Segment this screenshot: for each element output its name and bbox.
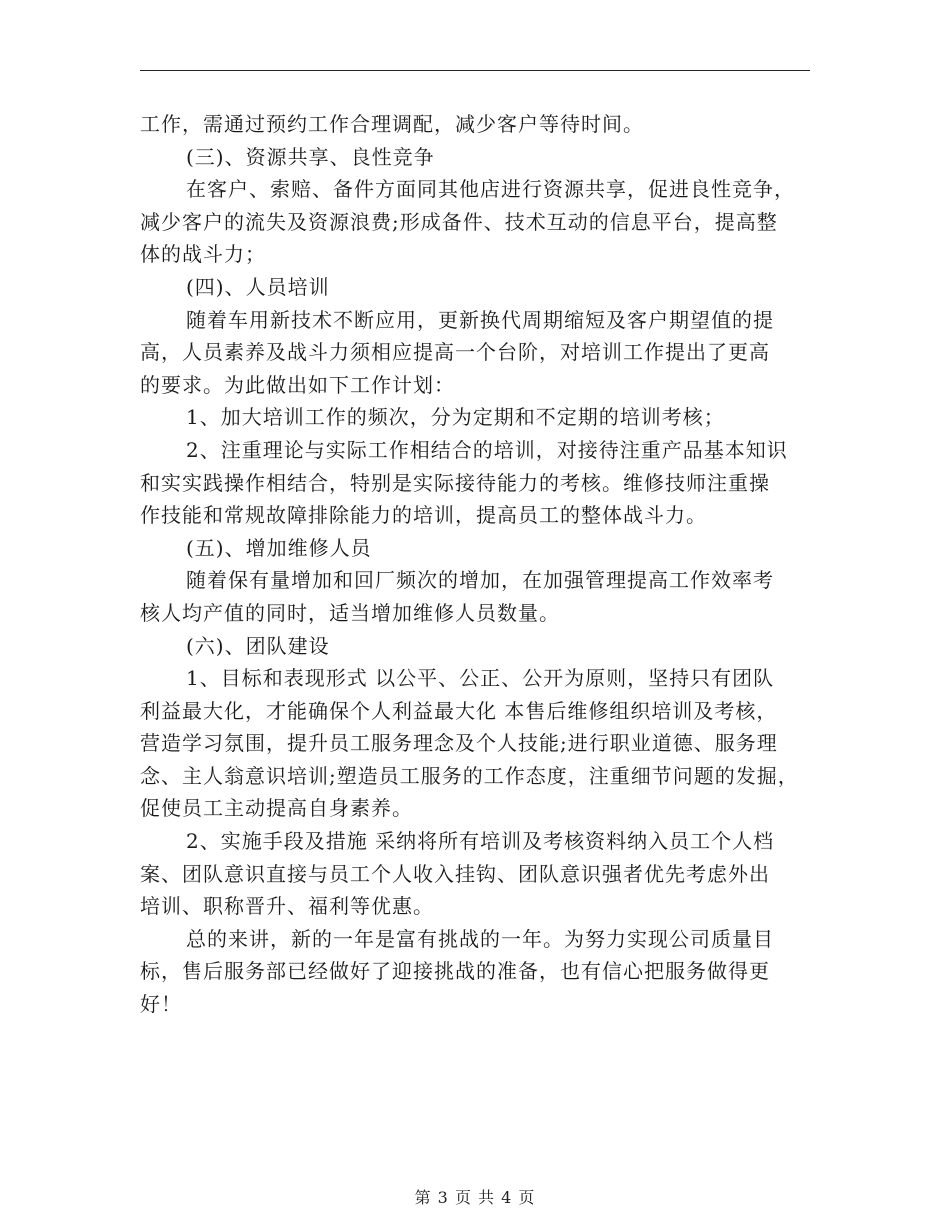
paragraph-line: 随着车用新技术不断应用，更新换代周期缩短及客户期望值的提: [186, 307, 774, 332]
paragraph-line: 的要求。为此做出如下工作计划：: [140, 372, 455, 397]
list-item: 1、加大培训工作的频次，分为定期和不定期的培训考核；: [186, 405, 725, 430]
paragraph-line: 营造学习氛围，提升员工服务理念及个人技能;进行职业道德、服务理: [140, 731, 778, 756]
paragraph-line: 标，售后服务部已经做好了迎接挑战的准备，也有信心把服务做得更: [140, 959, 770, 984]
paragraph-line: 培训、职称晋升、福利等优惠。: [140, 894, 434, 919]
list-item: 2、注重理论与实际工作相结合的培训，对接待注重产品基本知识: [186, 437, 788, 462]
list-item: 1、目标和表现形式 以公平、公正、公开为原则，坚持只有团队: [186, 666, 775, 691]
document-body: [140, 108, 810, 1021]
paragraph-line: 念、主人翁意识培训;塑造员工服务的工作态度，注重细节问题的发掘，: [140, 763, 799, 788]
section-heading: (五)、增加维修人员: [186, 535, 372, 560]
section-heading: (三)、资源共享、良性竞争: [186, 144, 435, 169]
paragraph-line: 工作，需通过预约工作合理调配，减少客户等待时间。: [140, 112, 644, 136]
header-rule: [140, 70, 810, 71]
paragraph-line: 核人均产值的同时，适当增加维修人员数量。: [140, 600, 560, 625]
section-heading: (四)、人员培训: [186, 274, 330, 299]
paragraph-line: 随着保有量增加和回厂频次的增加，在加强管理提高工作效率考: [186, 568, 774, 593]
paragraph-line: 在客户、索赔、备件方面同其他店进行资源共享，促进良性竞争，: [186, 177, 795, 202]
paragraph-line: 体的战斗力；: [140, 242, 266, 267]
paragraph-line: 高，人员素养及战斗力须相应提高一个台阶，对培训工作提出了更高: [140, 340, 770, 365]
list-item: 2、实施手段及措施 采纳将所有培训及考核资料纳入员工个人档: [186, 829, 775, 854]
paragraph-line: 好！: [140, 992, 182, 1017]
paragraph-line: 总的来讲，新的一年是富有挑战的一年。为努力实现公司质量目: [186, 926, 774, 951]
paragraph-line: 利益最大化，才能确保个人利益最大化 本售后维修组织培训及考核，: [140, 698, 778, 723]
paragraph-line: 和实实践操作相结合，特别是实际接待能力的考核。维修技师注重操: [140, 470, 770, 495]
page-number-footer: 第 3 页 共 4 页: [414, 1188, 536, 1207]
paragraph-line: 促使员工主动提高自身素养。: [140, 796, 413, 821]
paragraph-line: 作技能和常规故障排除能力的培训，提高员工的整体战斗力。: [140, 503, 707, 528]
section-heading: (六)、团队建设: [186, 633, 330, 658]
paragraph-line: 案、团队意识直接与员工个人收入挂钩、团队意识强者优先考虑外出: [140, 861, 770, 886]
paragraph-line: 减少客户的流失及资源浪费;形成备件、技术互动的信息平台，提高整: [140, 209, 778, 234]
